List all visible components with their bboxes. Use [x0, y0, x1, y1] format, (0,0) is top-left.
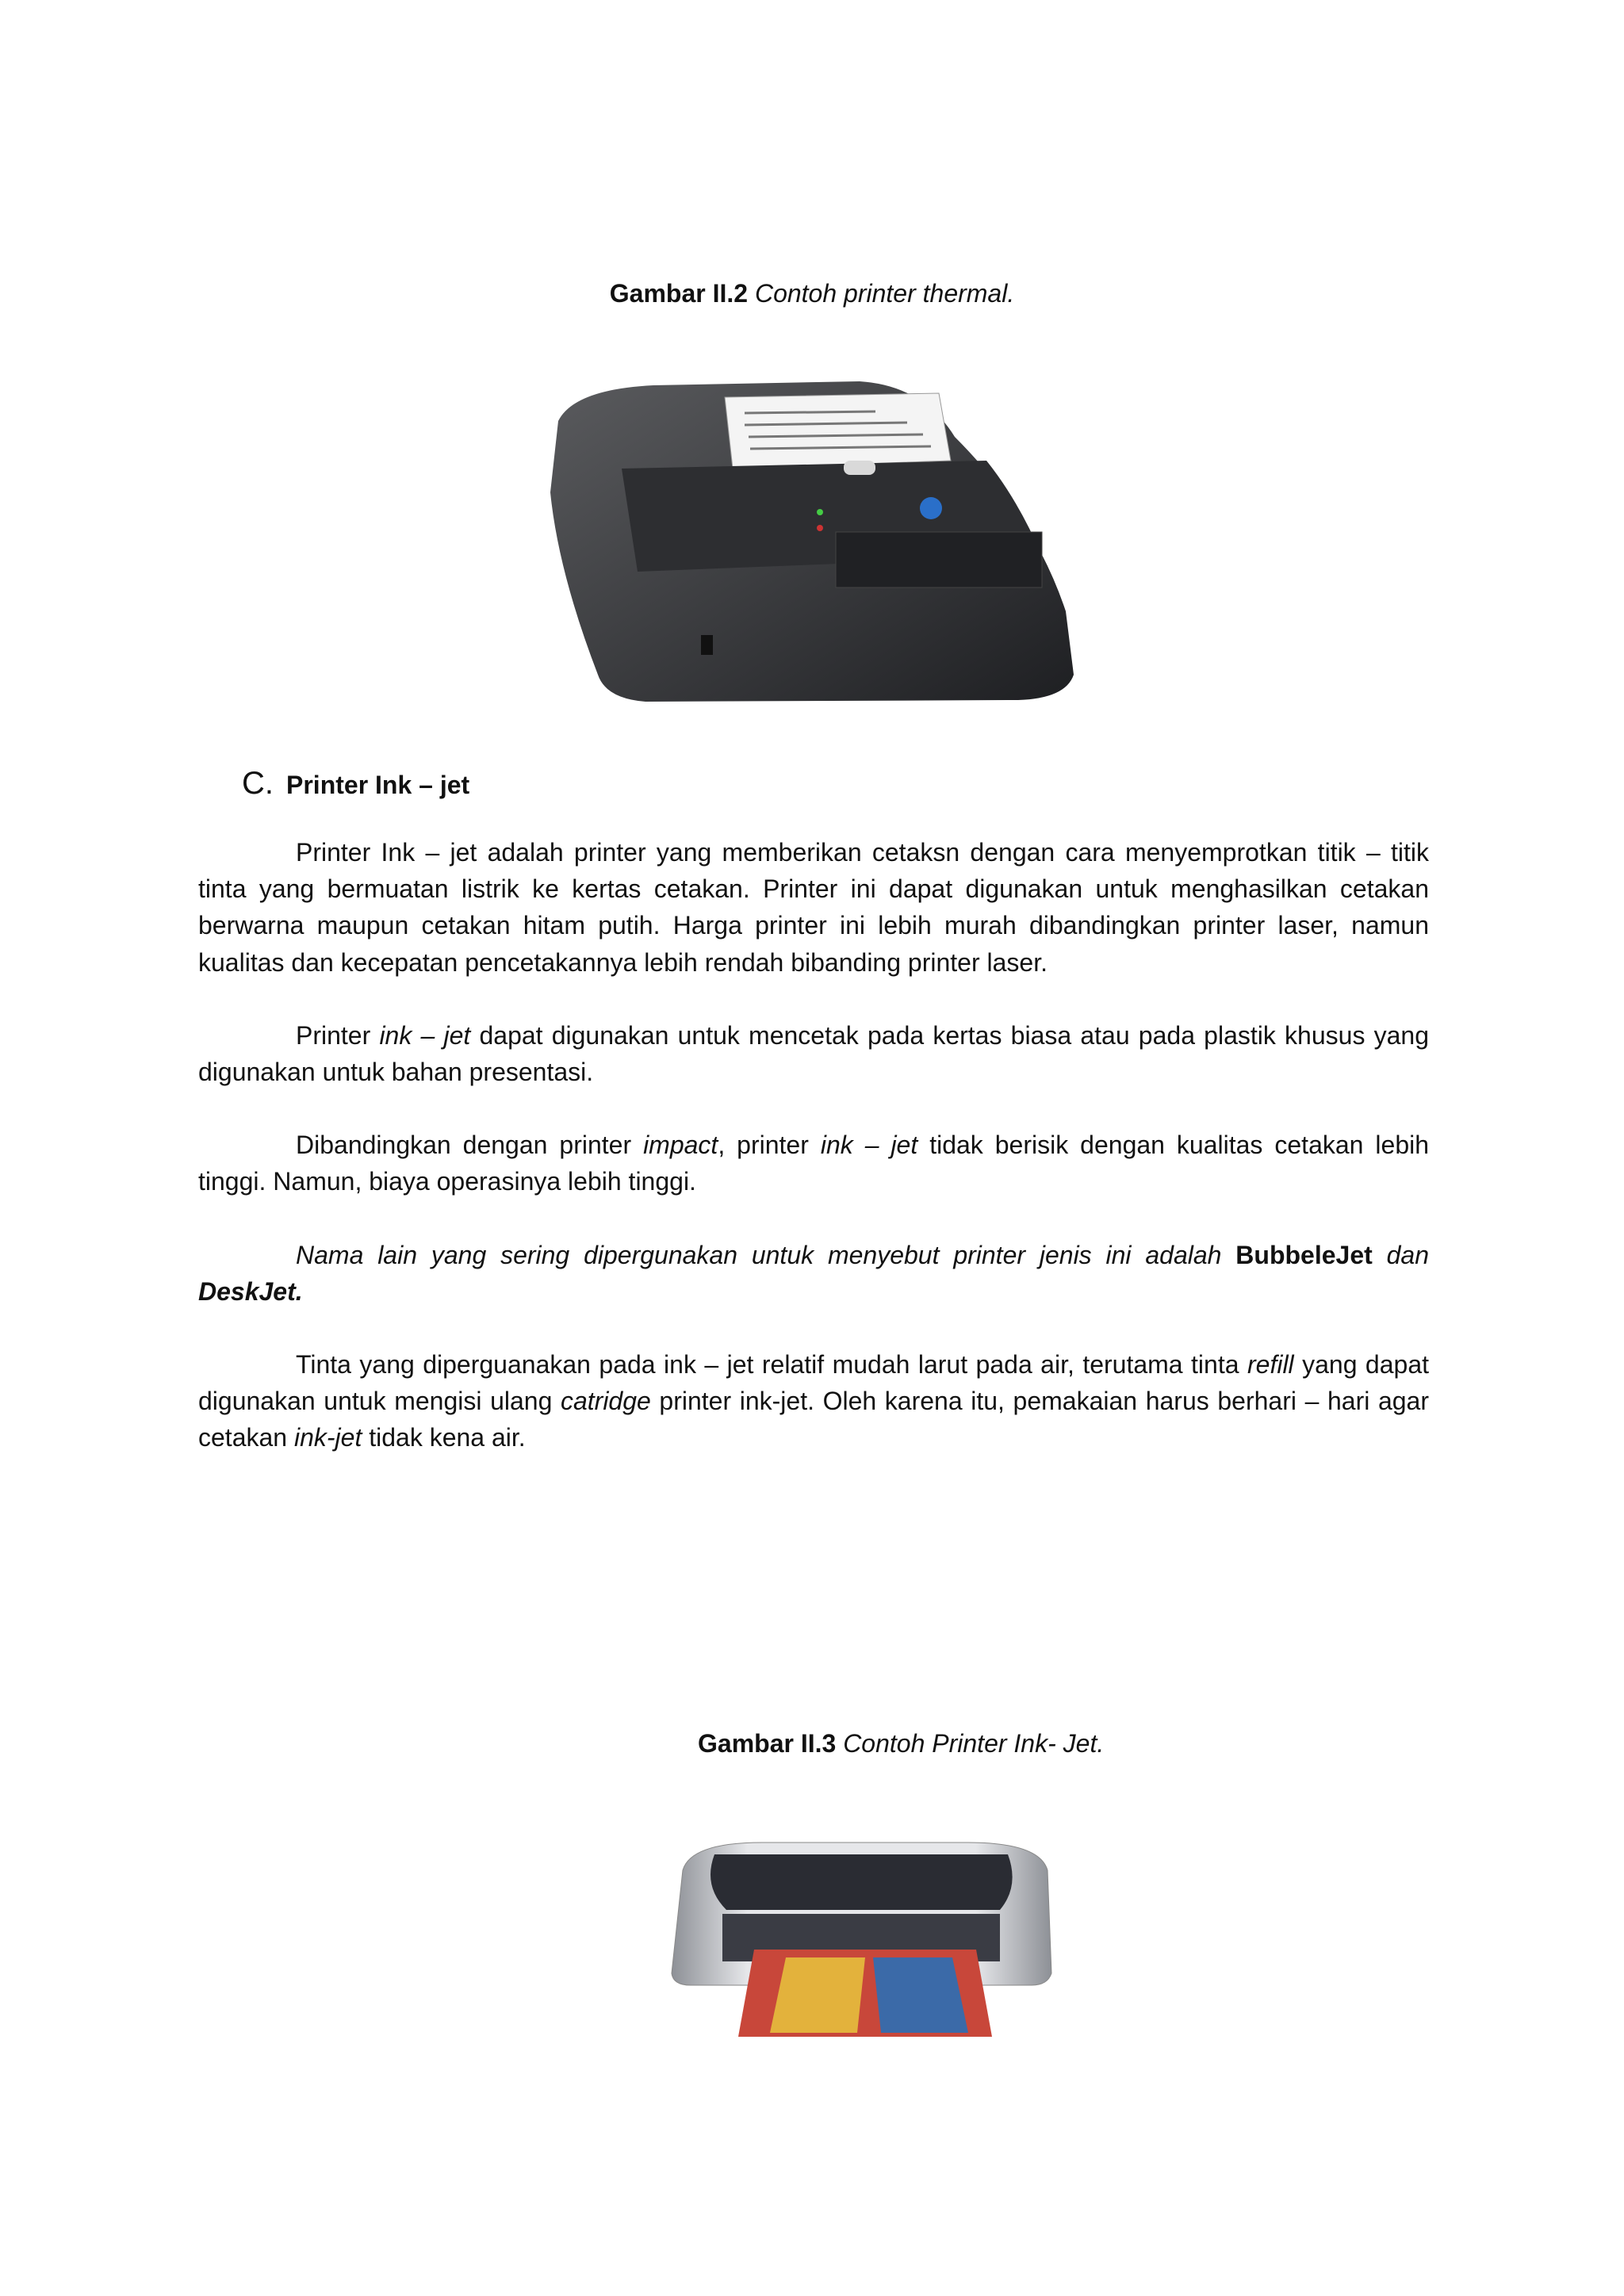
body-text — [198, 834, 1429, 1493]
figure-caption-thermal — [0, 277, 1624, 309]
paragraph: Tinta yang diperguanakan pada ink – jet relatif mudah larut pada air, terutama tinta refill yang dapat digunakan untuk mengisi ulang catridge printer ink-jet. Oleh karena itu, pemakaian harus berhari – hari agar cetakan ink-jet tidak kena air. — [198, 1350, 1430, 1452]
paragraph: Printer ink – jet dapat digunakan untuk mencetak pada kertas biasa atau pada plastik khusus yang digunakan untuk bahan presentasi. — [198, 1020, 1430, 1087]
caption-label: Gambar II.2 — [609, 279, 749, 308]
thermal-printer-image — [542, 373, 1077, 703]
caption-text: Contoh Printer Ink- Jet. — [843, 1729, 1105, 1758]
paragraph: Dibandingkan dengan printer impact, printer ink – jet tidak berisik dengan kualitas cetakan lebih tinggi. Namun, biaya operasinya lebih tinggi. — [198, 1131, 1430, 1196]
caption-label: Gambar II.3 — [698, 1729, 837, 1758]
section-title: Printer Ink – jet — [286, 771, 470, 799]
paragraph: Nama lain yang sering dipergunakan untuk menyebut printer jenis ini adalah BubbeleJet dan DeskJet. — [198, 1240, 1430, 1306]
figure-caption-inkjet — [698, 1728, 1104, 1759]
section-letter: C. — [242, 766, 274, 801]
paragraph: Printer Ink – jet adalah printer yang memberikan cetaksn dengan cara menyemprotkan titik – titik tinta yang bermuatan listrik ke kertas cetakan. Printer ini dapat digunakan untuk menghasilkan cetakan berwarna maupun cetakan hitam putih. Harga printer ini lebih murah dibandingkan printer laser, namun kualitas dan kecepatan pencetakannya lebih rendah bibanding printer laser. — [198, 838, 1429, 977]
inkjet-printer-image — [667, 1839, 1055, 2037]
section-heading — [242, 766, 469, 802]
caption-text: Contoh printer thermal. — [754, 279, 1015, 308]
